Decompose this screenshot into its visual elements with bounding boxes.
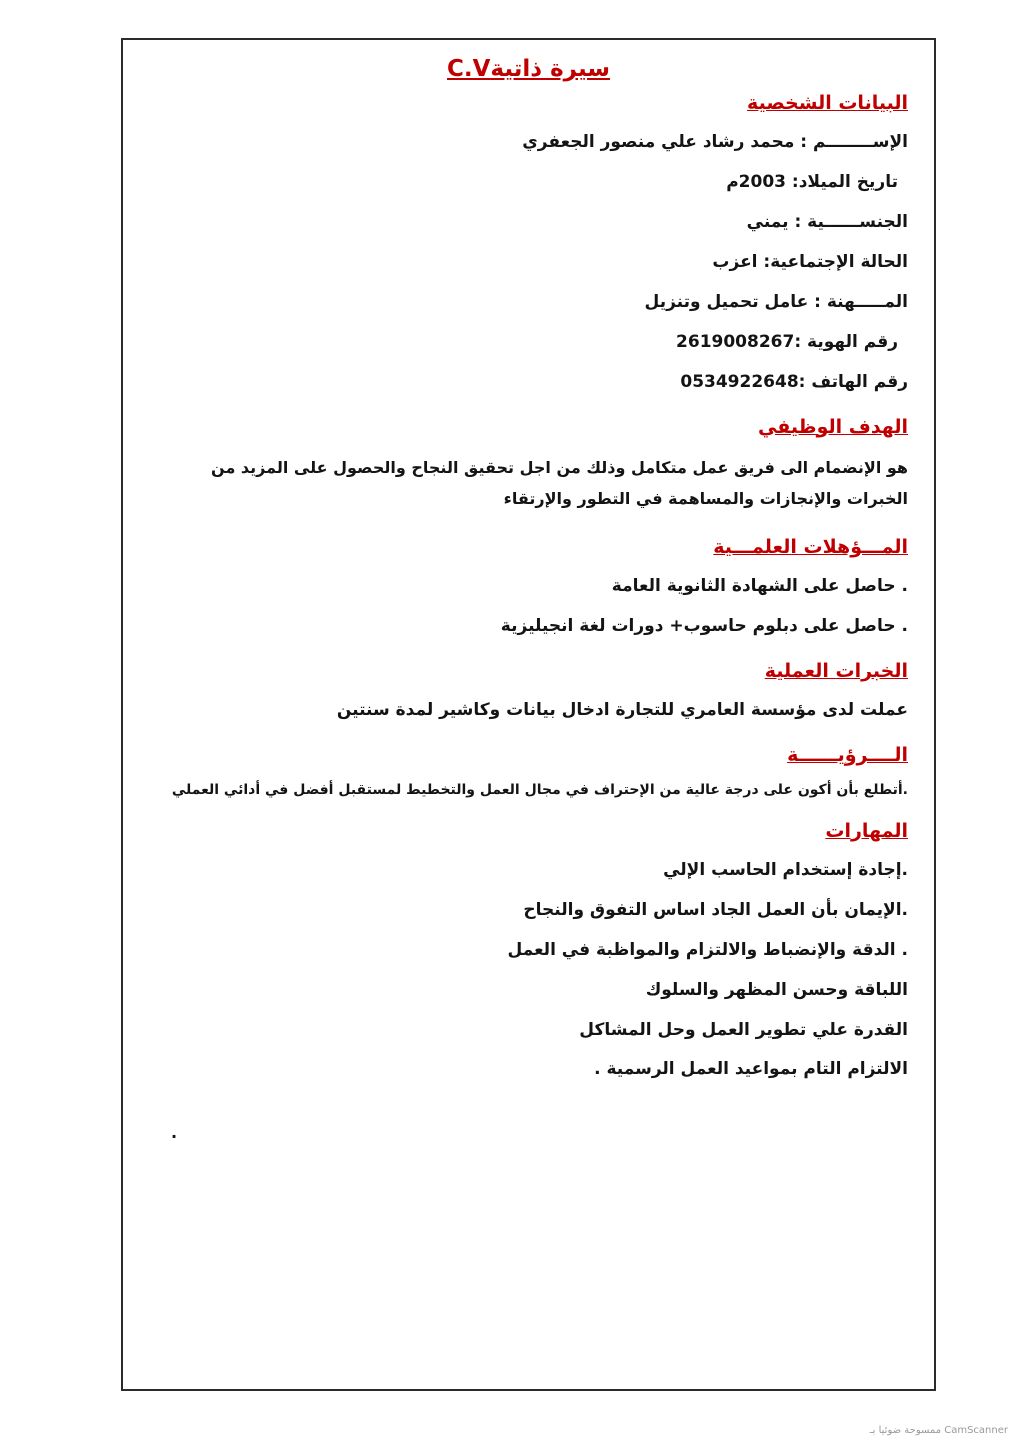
birth-date-line: تاريخ الميلاد: 2003م (726, 171, 898, 192)
occupation-line: المـــــهنة : عامل تحميل وتنزيل (644, 291, 908, 312)
document-content (149, 92, 908, 1142)
section-heading-experience: الخبرات العملية (764, 659, 908, 682)
section-heading-vision: الــــرؤيــــــة (787, 743, 908, 766)
skill-line: القدرة علي تطوير العمل وحل المشاكل (579, 1019, 908, 1040)
section-heading-career-objective: الهدف الوظيفي (758, 415, 908, 438)
section-heading-personal-data: البيانات الشخصية (747, 92, 908, 114)
skill-line: . الدقة والإنضباط والالتزام والمواظبة في العمل (507, 939, 908, 960)
skill-line: اللباقة وحسن المظهر والسلوك (645, 979, 908, 1000)
nationality-line: الجنســــــية : يمني (746, 211, 908, 232)
marital-status-line: الحالة الإجتماعية: اعزب (712, 251, 908, 272)
id-number-line: رقم الهوية :2619008267 (676, 331, 898, 352)
skill-line: الالتزام التام بمواعيد العمل الرسمية . (594, 1059, 908, 1080)
phone-number-line: رقم الهاتف :0534922648 (680, 371, 908, 392)
skill-line: .إجادة إستخدام الحاسب الإلي (663, 859, 908, 880)
camscanner-watermark: ممسوحة ضوئيا بـ CamScanner (869, 1425, 1008, 1436)
skill-line: .الإيمان بأن العمل الجاد اساس التفوق والنجاح (523, 899, 908, 920)
section-heading-skills: المهارات (825, 819, 908, 842)
qualification-line: . حاصل على الشهادة الثانوية العامة (611, 575, 908, 596)
document-page-border (121, 38, 936, 1391)
experience-line: عملت لدى مؤسسة العامري للتجارة ادخال بيانات وكاشير لمدة سنتين (336, 699, 908, 720)
vision-line: .أتطلع بأن أكون على درجة عالية من الإحتراف في مجال العمل والتخطيط لمستقبل أفضل في أدائي العملي (171, 781, 908, 798)
section-heading-qualifications: المـــؤهلات العلمـــية (713, 535, 908, 558)
name-line: الإســــــــم : محمد رشاد علي منصور الجعفري (522, 132, 908, 152)
stray-dot: . (171, 1123, 178, 1143)
career-objective-paragraph: هو الإنضمام الى فريق عمل متكامل وذلك من اجل تحقيق النجاح والحصول على المزيد من الخبرات والإنجازات والمساهمة في التطور والإرتقاء (211, 457, 908, 508)
qualification-line: . حاصل على دبلوم حاسوب+ دورات لغة انجيليزية (500, 615, 908, 636)
page-title: سيرة ذاتيةC.V (447, 56, 610, 82)
